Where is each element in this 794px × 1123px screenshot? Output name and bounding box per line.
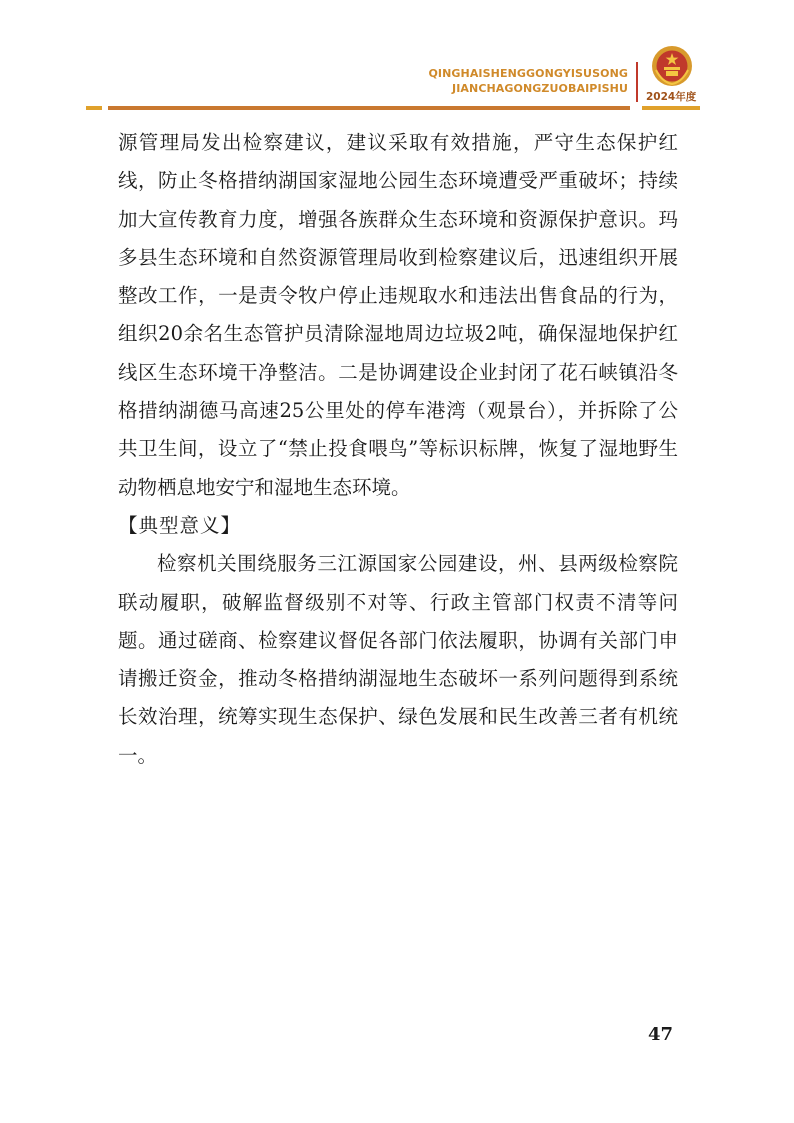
main-content — [118, 124, 678, 775]
procuratorate-emblem-icon — [650, 44, 694, 88]
header-pinyin-title — [428, 66, 628, 96]
section-heading: 【典型意义】 — [118, 513, 242, 537]
header-separator — [636, 62, 638, 102]
page-number: 47 — [648, 1024, 674, 1045]
header-rule-accent-right — [642, 106, 700, 110]
body-paragraph-significance: 检察机关围绕服务三江源国家公园建设，州、县两级检察院联动履职，破解监督级别不对等、行政主管部门权责不清等问题。通过磋商、检察建议督促各部门依法履职，协调有关部门申请搬迁资金，推动冬格措纳湖湿地生态破坏一系列问题得到系统长效治理，统筹实现生态保护、绿色发展和民生改善三者有机统一。 — [118, 552, 678, 767]
header-rule — [108, 106, 630, 110]
header-year: 2024年度 — [646, 91, 697, 103]
header-line-1: QINGHAISHENGGONGYISUSONG — [428, 67, 628, 80]
header-rule-accent-left — [86, 106, 102, 110]
body-paragraph-continued: 源管理局发出检察建议，建议采取有效措施，严守生态保护红线，防止冬格措纳湖国家湿地公园生态环境遭受严重破坏；持续加大宣传教育力度，增强各族群众生态环境和资源保护意识。玛多县生态环境和自然资源管理局收到检察建议后，迅速组织开展整改工作，一是责令牧户停止违规取水和违法出售食品的行为，组织20余名生态管护员清除湿地周边垃圾2吨，确保湿地保护红线区生态环境干净整洁。二是协调建设企业封闭了花石峡镇沿冬格措纳湖德马高速25公里处的停车港湾（观景台），并拆除了公共卫生间，设立了“禁止投食喂鸟”等标识标牌，恢复了湿地野生动物栖息地安宁和湿地生态环境。 — [118, 131, 678, 499]
header-line-2: JIANCHAGONGZUOBAIPISHU — [452, 82, 628, 95]
